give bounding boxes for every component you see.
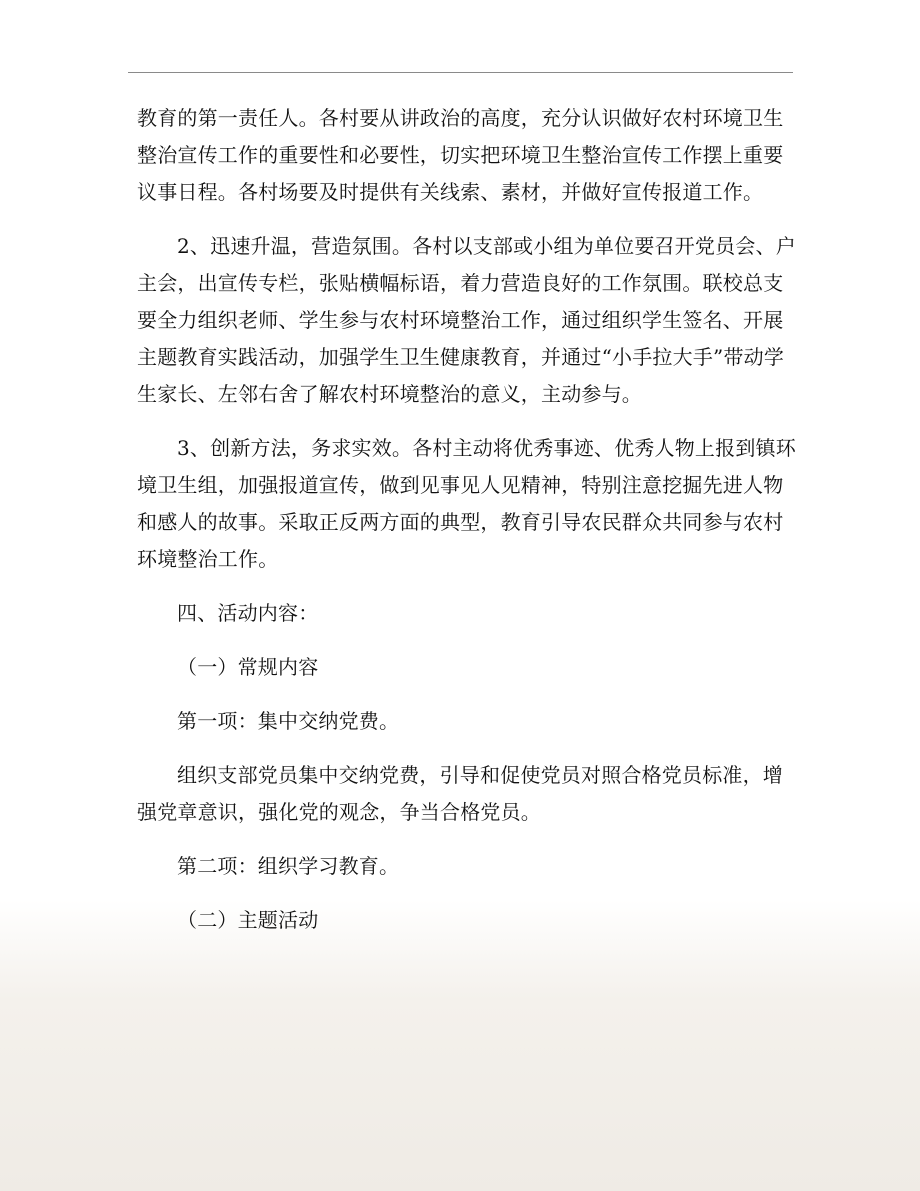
item-two-title: 第二项：组织学习教育。 — [177, 854, 400, 878]
subheading-regular: （一）常规内容 — [177, 655, 319, 679]
paragraph-party-fees: 组织支部党员集中交纳党费，引导和促使党员对照合格党员标准，增强党章意识，强化党的观念，争当合格党员。 — [137, 763, 783, 824]
section-heading-activity: 四、活动内容： — [177, 601, 319, 625]
paragraph-continuation: 教育的第一责任人。各村要从讲政治的高度，充分认识做好农村环境卫生整治宣传工作的重要性和必要性，切实把环境卫生整治宣传工作摆上重要议事日程。各村场要及时提供有关线索、素材，并做好宣传报道工作。 — [137, 106, 784, 204]
paragraph-item-3: 3、创新方法，务求实效。各村主动将优秀事迹、优秀人物上报到镇环境卫生组，加强报道宣传，做到见事见人见精神，特别注意挖掘先进人物和感人的故事。采取正反两方面的典型，教育引导农民群众共同参与农村环境整治工作。 — [137, 436, 796, 571]
subheading-theme: （二）主题活动 — [177, 908, 319, 932]
header-rule — [128, 72, 793, 73]
paragraph-item-2: 2、迅速升温，营造氛围。各村以支部或小组为单位要召开党员会、户主会，出宣传专栏，张贴横幅标语，着力营造良好的工作氛围。联校总支要全力组织老师、学生参与农村环境整治工作，通过组织学生签名、开展主题教育实践活动，加强学生卫生健康教育，并通过“小手拉大手”带动学生家长、左邻右舍了解农村环境整治的意义，主动参与。 — [137, 234, 796, 406]
document-body — [137, 100, 797, 939]
item-one-title: 第一项：集中交纳党费。 — [177, 709, 400, 733]
